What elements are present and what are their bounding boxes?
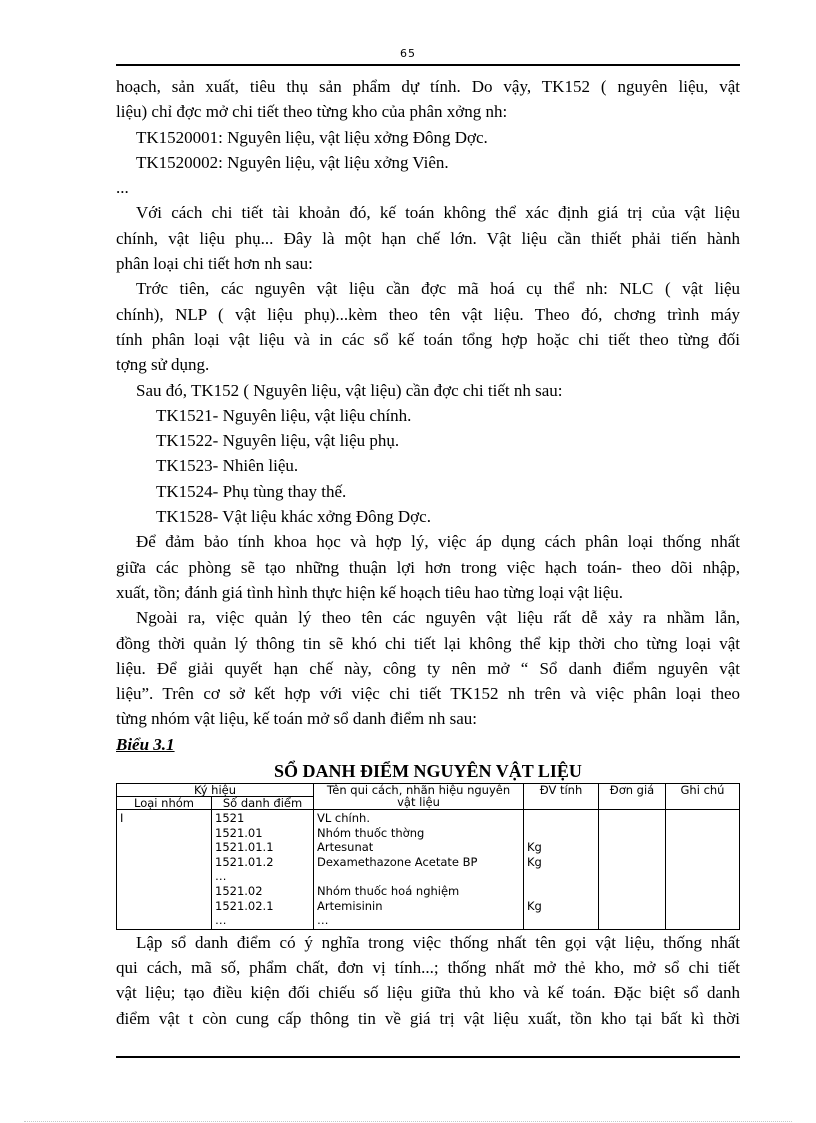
material-code: … [215,869,227,884]
page-body [116,74,740,1031]
figure-label: Biểu 3.1 [116,734,175,754]
text-line: Ngoài ra, việc quản lý theo tên các nguyên vật liệu rất dễ xảy ra nhầm lẫn, [136,608,740,628]
loai-nhom-cell: I [117,810,212,930]
header-rule [116,64,740,66]
header-so-danh-diem: Số danh điểm [212,797,314,810]
footer-rule [116,1056,740,1058]
material-name: Nhóm thuốc thờng [317,825,425,840]
text-line: ... [116,178,129,198]
dv-tinh-cell [524,810,599,930]
material-name: … [317,913,329,928]
text-line: tính phân loại vật liệu và in các sổ kế toán tổng hợp hoặc chi tiết theo từng đối [116,329,740,349]
text-line: Lập sổ danh điểm có ý nghĩa trong việc thống nhất tên gọi vật liệu, thống nhất [136,932,740,952]
so-danh-diem-cell [212,810,314,930]
header-loai-nhom: Loại nhóm [117,797,212,810]
material-code: 1521.01.1 [215,840,274,855]
material-unit [527,826,595,841]
text-line: Để đảm bảo tính khoa học và hợp lý, việc áp dụng cách phân loại thống nhất [136,532,740,552]
header-ten-qui-cach: Tên qui cách, nhãn hiệu nguyên vật liệu [314,784,524,810]
table-title: SỔ DANH ĐIỂM NGUYÊN VẬT LIỆU [274,761,582,782]
material-code: 1521.01.2 [215,854,274,869]
material-unit [527,811,595,826]
text-line: điểm vật t còn cung cấp thông tin về giá trị vật liệu xuất, tồn kho tại bất kì thời [116,1008,740,1028]
text-line: giữa các phòng sẽ tạo những thuận lợi hơn trong việc hạch toán- theo dõi nhập, [116,557,740,577]
ghi-chu-cell [666,810,740,930]
text-line: hoạch, sản xuất, tiêu thụ sản phẩm dự tính. Do vậy, TK152 ( nguyên liệu, vật [116,77,740,96]
material-code: … [215,913,227,928]
body-text-after-table [116,930,740,1031]
text-line: từng nhóm vật liệu, kế toán mở sổ danh điểm nh sau: [116,709,477,729]
material-name: Artemisinin [317,898,383,913]
don-gia-cell [599,810,666,930]
text-line: đồng thời quản lý thông tin sẽ khó chi tiết lại không thể kịp thời cho từng loại vật [116,633,740,653]
material-unit: Kg [527,854,542,869]
text-line: Trớc tiên, các nguyên vật liệu cần đợc mã hoá cụ thể nh: NLC ( vật liệu [136,279,740,299]
material-name: Artesunat [317,840,374,855]
text-line: qui cách, mã số, phẩm chất, đơn vị tính...; thống nhất mở thẻ kho, mở sổ chi tiết [116,958,740,978]
page-number: 65 [400,47,416,60]
material-unit: Kg [527,898,542,913]
material-unit: Kg [527,840,542,855]
text-line: TK1522- Nguyên liệu, vật liệu phụ. [156,431,400,451]
material-code: 1521.02.1 [215,898,274,913]
material-name: Dexamethazone Acetate BP [317,854,478,869]
material-unit [527,884,595,899]
material-unit [527,913,595,928]
text-line: Sau đó, TK152 ( Nguyên liệu, vật liệu) cần đợc chi tiết nh sau: [136,380,563,400]
text-line: TK1521- Nguyên liệu, vật liệu chính. [156,405,412,425]
text-line: vật liệu; tạo điều kiện đối chiếu số liệu giữa thủ kho và kế toán. Đặc biệt sổ danh [116,983,740,1003]
header-dv-tinh: ĐV tính [524,784,599,810]
material-name: VL chính. [317,811,370,826]
text-line: Với cách chi tiết tài khoản đó, kế toán không thể xác định giá trị của vật liệu [136,203,740,223]
table-row [117,810,740,930]
header-ghi-chu: Ghi chú [666,784,740,810]
material-unit [527,869,595,884]
text-line: xuất, tồn; đánh giá tình hình thực hiện kế hoạch tiêu hao từng loại vật liệu. [116,582,624,602]
material-code: 1521.01 [215,825,263,840]
header-don-gia: Đơn giá [599,784,666,810]
material-name [317,869,520,884]
text-line: TK1520001: Nguyên liệu, vật liệu xởng Đông Dợc. [136,127,488,147]
text-line: tợng sử dụng. [116,355,210,375]
text-line: liệu) chỉ đợc mở chi tiết theo từng kho của phân xởng nh: [116,102,508,122]
page-edge-dots [24,1121,792,1122]
text-line: TK1523- Nhiên liệu. [156,456,299,476]
text-line: chính), NLP ( vật liệu phụ)...kèm theo tên vật liệu. Theo đó, chơng trình máy [116,304,740,324]
text-line: TK1520002: Nguyên liệu, vật liệu xởng Viên. [136,152,449,172]
text-line: phân loại chi tiết hơn nh sau: [116,254,313,274]
material-catalog-table [116,783,740,930]
ten-vat-lieu-cell [314,810,524,930]
material-code: 1521.02 [215,883,263,898]
text-line: TK1524- Phụ tùng thay thế. [156,481,347,501]
body-text-before-table [116,74,740,732]
text-line: chính, vật liệu phụ... Đây là một hạn chế lớn. Vật liệu cần thiết phải tiến hành [116,228,740,248]
material-name: Nhóm thuốc hoá nghiệm [317,883,460,898]
text-line: liệu”. Trên cơ sở kết hợp với việc chi tiết TK152 nh trên và việc phân loại theo [116,684,740,704]
material-code: 1521 [215,811,245,826]
header-ky-hieu: Ký hiệu [117,784,314,797]
text-line: liệu. Để giải quyết hạn chế này, công ty nên mở “ Sổ danh điểm nguyên vật [116,658,740,678]
text-line: TK1528- Vật liệu khác xởng Đông Dợc. [156,507,431,527]
